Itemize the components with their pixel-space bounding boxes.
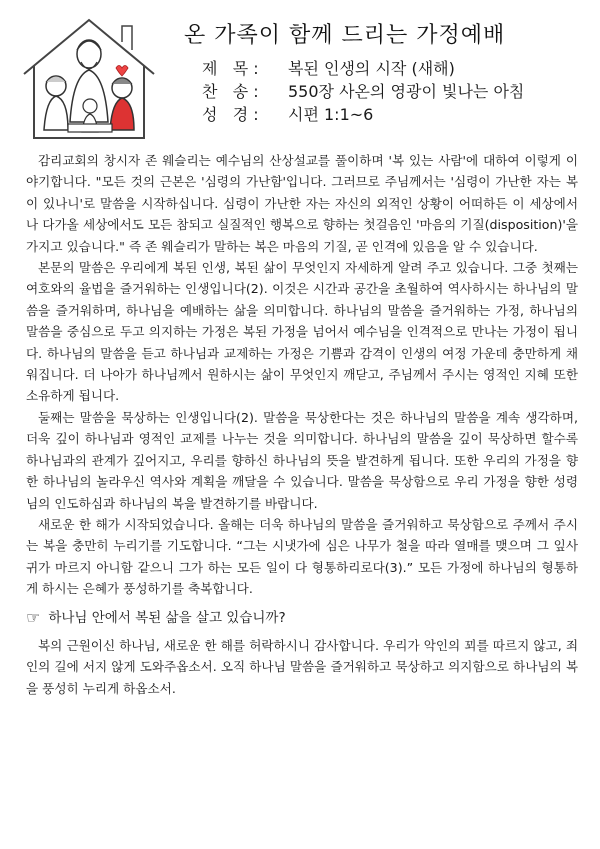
meta-row-scripture [202,103,592,126]
body-paragraph: 감리교회의 창시자 존 웨슬리는 예수님의 산상설교를 풀이하며 '복 있는 사람'에 대하여 이렇게 이야기합니다. "모든 것의 근본은 '심령의 가난함'입니다. 그러므로 주님께서는 '심령이 가난한 자는 복이 있나니'로 말씀을 시작하십니다. 심령이 가난한 자는 자신의 외적인 상황이 어떠하든 이 세상에서나 다가올 세상에서도 모든 참되고 실질적인 행복으로 향하는 첫걸음인 '마음의 기질(disposition)'을 가지고 있습니다." 즉 존 웨슬리가 말하는 복은 마음의 기질, 곧 인격에 있음을 알 수 있습니다. [26,153,578,254]
meta-label-title: 제 목 : [202,59,259,78]
reflection-question [26,608,578,629]
question-text: 하나님 안에서 복된 삶을 살고 있습니까? [48,609,286,626]
body-paragraph: 새로운 한 해가 시작되었습니다. 올해는 더욱 하나님의 말씀을 즐거워하고 묵상함으로 주께서 주시는 복을 충만히 누리기를 기도합니다. “그는 시냇가에 심은 나무가 철을 따라 열매를 맺으며 그 잎사귀가 마르지 아니함 같으니 그가 하는 모든 일이 다 형통하리로다(3).” 모든 가정에 하나님의 형통하게 하시는 은혜가 풍성하기를 축복합니다. [26,516,578,597]
meta-value-title: 복된 인생의 시작 (새해) [288,59,455,78]
pointing-hand-icon: ☞ [26,608,41,628]
meta-value-hymn: 550장 사온의 영광이 빛나는 아침 [288,82,525,101]
prayer-paragraph: 복의 근원이신 하나님, 새로운 한 해를 허락하시니 감사합니다. 우리가 악인의 꾀를 따르지 않고, 죄인의 길에 서지 않게 도와주옵소서. 오직 하나님 말씀을 즐거워하고 묵상하고 의지함으로 하나님의 복을 풍성히 누리게 하옵소서. [26,637,578,696]
worship-title: 온 가족이 함께 드리는 가정예배 [184,23,506,48]
body-paragraph: 둘째는 말씀을 묵상하는 인생입니다(2). 말씀을 묵상한다는 것은 하나님의 말씀을 계속 생각하며, 더욱 깊이 하나님과 영적인 교제를 나누는 것을 의미합니다. 하나님의 말씀을 깊이 묵상하면 할수록 하나님과의 관계가 깊어지고, 우리를 향하신 하나님의 뜻을 발견하게 됩니다. 또한 우리의 가정을 향한 하나님의 놀라우신 역사와 계획을 깨달을 수 있습니다. 말씀을 묵상함으로 우리 가정을 향한 성령님의 인도하심과 하나님의 복을 발견하기를 바랍니다. [26,409,578,511]
body-paragraph: 본문의 말씀은 우리에게 복된 인생, 복된 삶이 무엇인지 자세하게 알려 주고 있습니다. 그중 첫째는 여호와의 율법을 즐거워하는 인생입니다(2). 이것은 시간과 공간을 초월하여 역사하시는 하나님의 말씀을 즐거워하며, 하나님을 예배하는 삶을 의미합니다. 하나님의 말씀을 즐거워하는 가정, 하나님의 말씀을 중심으로 두고 의지하는 가정은 복된 가정을 넘어서 예수님을 인격적으로 만나는 가정이 됩니다. 하나님의 말씀을 듣고 하나님과 교제하는 가정은 기쁨과 감격이 인생의 여정 가운데 충만하게 채워집니다. 더 나아가 하나님께서 원하시는 삶이 무엇인지 깨닫고, 주님께서 주시는 영적인 지혜 또한 소유하게 됩니다. [26,260,578,404]
family-worship-illustration-icon [18,12,160,147]
worship-header [172,18,592,126]
meta-label-scripture: 성 경 : [202,105,259,124]
meta-row-hymn [202,80,592,103]
sermon-body [26,150,578,699]
meta-label-hymn: 찬 송 : [202,82,259,101]
meta-row-title [202,57,592,80]
meta-value-scripture: 시편 1:1~6 [288,105,374,124]
